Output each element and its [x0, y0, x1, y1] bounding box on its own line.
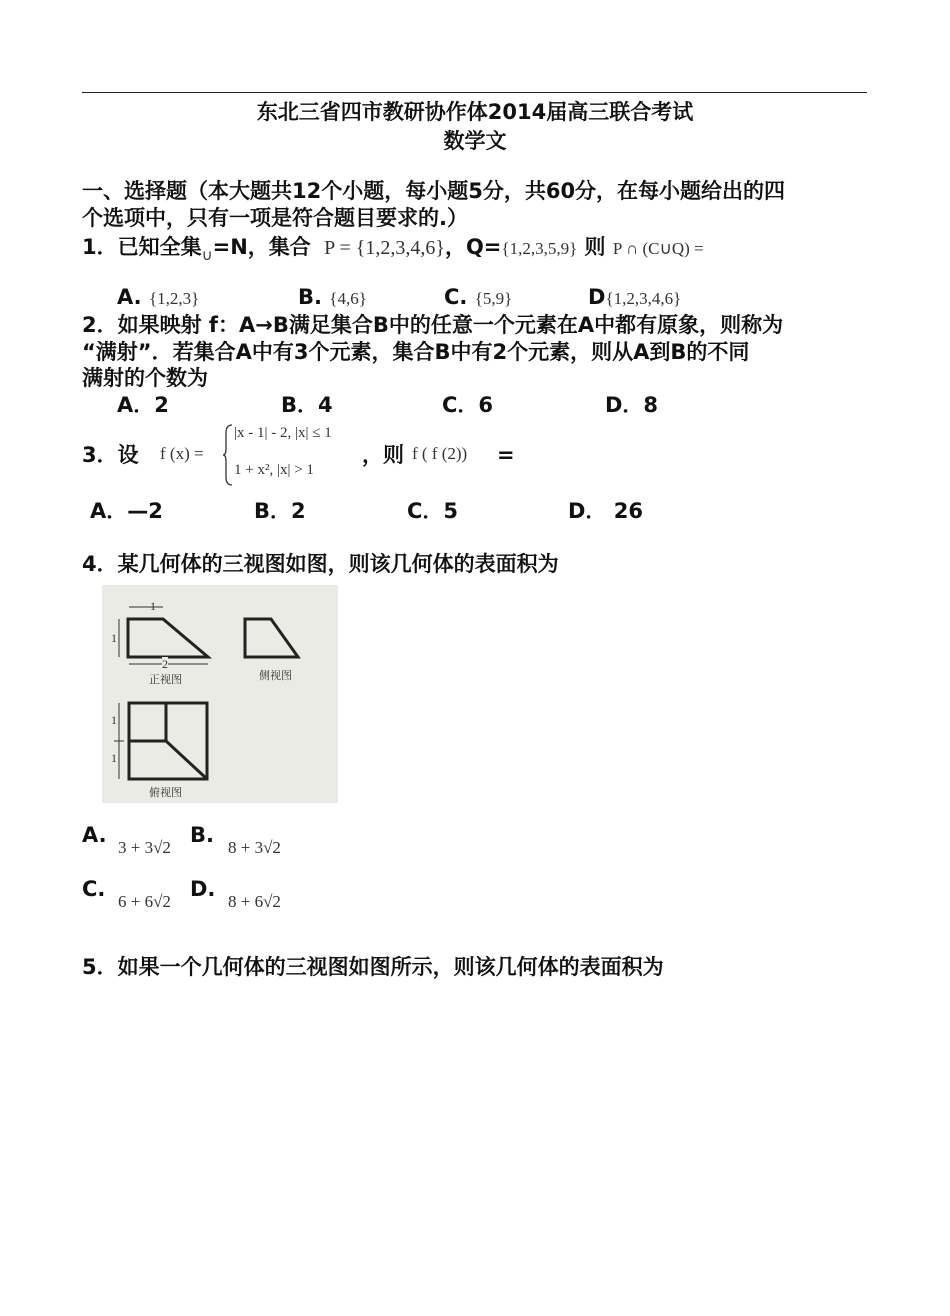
- q3-option-a: A．—2: [90, 499, 163, 523]
- q2-line3: 满射的个数为: [82, 366, 208, 390]
- q2-option-b: B．4: [281, 393, 333, 417]
- q1-set-q: {1,2,3,5,9}: [501, 239, 578, 258]
- q4-option-d-value: 8 + 6√2: [228, 892, 281, 911]
- q3-brace: [222, 423, 234, 487]
- q3-case1: |x - 1| - 2, |x| ≤ 1: [234, 425, 332, 441]
- q3-option-d: D． 26: [568, 499, 643, 523]
- q4-three-view-figure: [102, 585, 338, 803]
- q2-option-d: D．8: [605, 393, 659, 417]
- side-view-caption: 侧视图: [259, 669, 292, 682]
- q1-expression: P ∩ (C∪Q) =: [612, 239, 704, 258]
- q2-option-c: C．6: [442, 393, 494, 417]
- front-view-caption: 正视图: [149, 673, 182, 686]
- q3-case2: 1 + x², |x| > 1: [234, 462, 314, 478]
- front-view-shape: [128, 619, 208, 657]
- q1-option-a-label: A.: [117, 285, 142, 309]
- q4-option-c-value: 6 + 6√2: [118, 892, 171, 911]
- q3-f-left: f (x) =: [160, 444, 204, 463]
- q1-option-c-value: {5,9}: [474, 289, 513, 308]
- exam-subject: 数学文: [443, 129, 507, 153]
- q1-option-c-label: C.: [444, 285, 468, 309]
- q4-option-a-value: 3 + 3√2: [118, 838, 171, 857]
- q4-option-b-label: B.: [190, 823, 214, 847]
- q4-option-d-label: D.: [190, 877, 216, 901]
- q5-stem: 5．如果一个几何体的三视图如图所示，则该几何体的表面积为: [82, 955, 664, 979]
- q1-stem: [82, 234, 704, 263]
- q1-stem-b: =N，集合: [212, 235, 311, 259]
- q1-option-d-value: {1,2,3,4,6}: [605, 289, 682, 308]
- figure-dim-top: 1: [150, 599, 156, 613]
- section-heading-line1: 一、选择题（本大题共12个小题，每小题5分，共60分，在每小题给出的四: [82, 179, 786, 203]
- q2-line1: 2．如果映射 f：A→B满足集合B中的任意一个元素在A中都有原象，则称为: [82, 313, 784, 337]
- q1-option-b-value: {4,6}: [329, 289, 367, 308]
- q1-option-c: [444, 284, 512, 312]
- q4-option-c-label: C.: [82, 877, 106, 901]
- q1-comma-q: ，Q=: [444, 235, 502, 259]
- q3-ff2: f ( f (2)): [412, 444, 468, 463]
- q2-option-a: A．2: [117, 393, 169, 417]
- q4-option-a-label: A.: [82, 823, 107, 847]
- figure-dim-left-upper: 1: [111, 713, 117, 727]
- top-view-caption: 俯视图: [149, 786, 182, 799]
- q2-line2: “满射”．若集合A中有3个元素，集合B中有2个元素，则从A到B的不同: [82, 340, 750, 364]
- exam-title: 东北三省四市教研协作体2014届高三联合考试: [256, 100, 694, 124]
- figure-dim-left: 1: [111, 631, 117, 645]
- q4-stem: 4．某几何体的三视图如图，则该几何体的表面积为: [82, 552, 559, 576]
- q1-option-a: [117, 284, 199, 312]
- section-heading-line2: 个选项中，只有一项是符合题目要求的.）: [82, 206, 468, 230]
- q1-u-symbol: ∪: [201, 248, 213, 264]
- q3-stem: 3．设: [82, 443, 139, 467]
- q1-stem-a: 1．已知全集: [82, 235, 202, 259]
- q1-option-b: [298, 284, 367, 312]
- q3-option-b: B．2: [254, 499, 306, 523]
- q1-option-d: [588, 284, 681, 312]
- q3-option-c: C．5: [407, 499, 459, 523]
- q1-set-p: P = {1,2,3,4,6}: [324, 237, 445, 259]
- q1-option-d-label: D: [588, 285, 606, 309]
- figure-dim-left-lower: 1: [111, 751, 117, 765]
- q1-option-b-label: B.: [298, 285, 322, 309]
- header-rule: [82, 92, 867, 93]
- side-view-shape: [245, 619, 298, 657]
- q3-equals: =: [497, 443, 515, 467]
- three-view-drawing: [102, 585, 338, 803]
- q1-option-a-value: {1,2,3}: [148, 289, 200, 308]
- top-view-diagonal: [166, 741, 207, 779]
- q3-then: ，则: [362, 443, 404, 467]
- q4-option-b-value: 8 + 3√2: [228, 838, 281, 857]
- q1-then: 则: [584, 235, 606, 259]
- figure-dim-bottom: 2: [162, 657, 168, 671]
